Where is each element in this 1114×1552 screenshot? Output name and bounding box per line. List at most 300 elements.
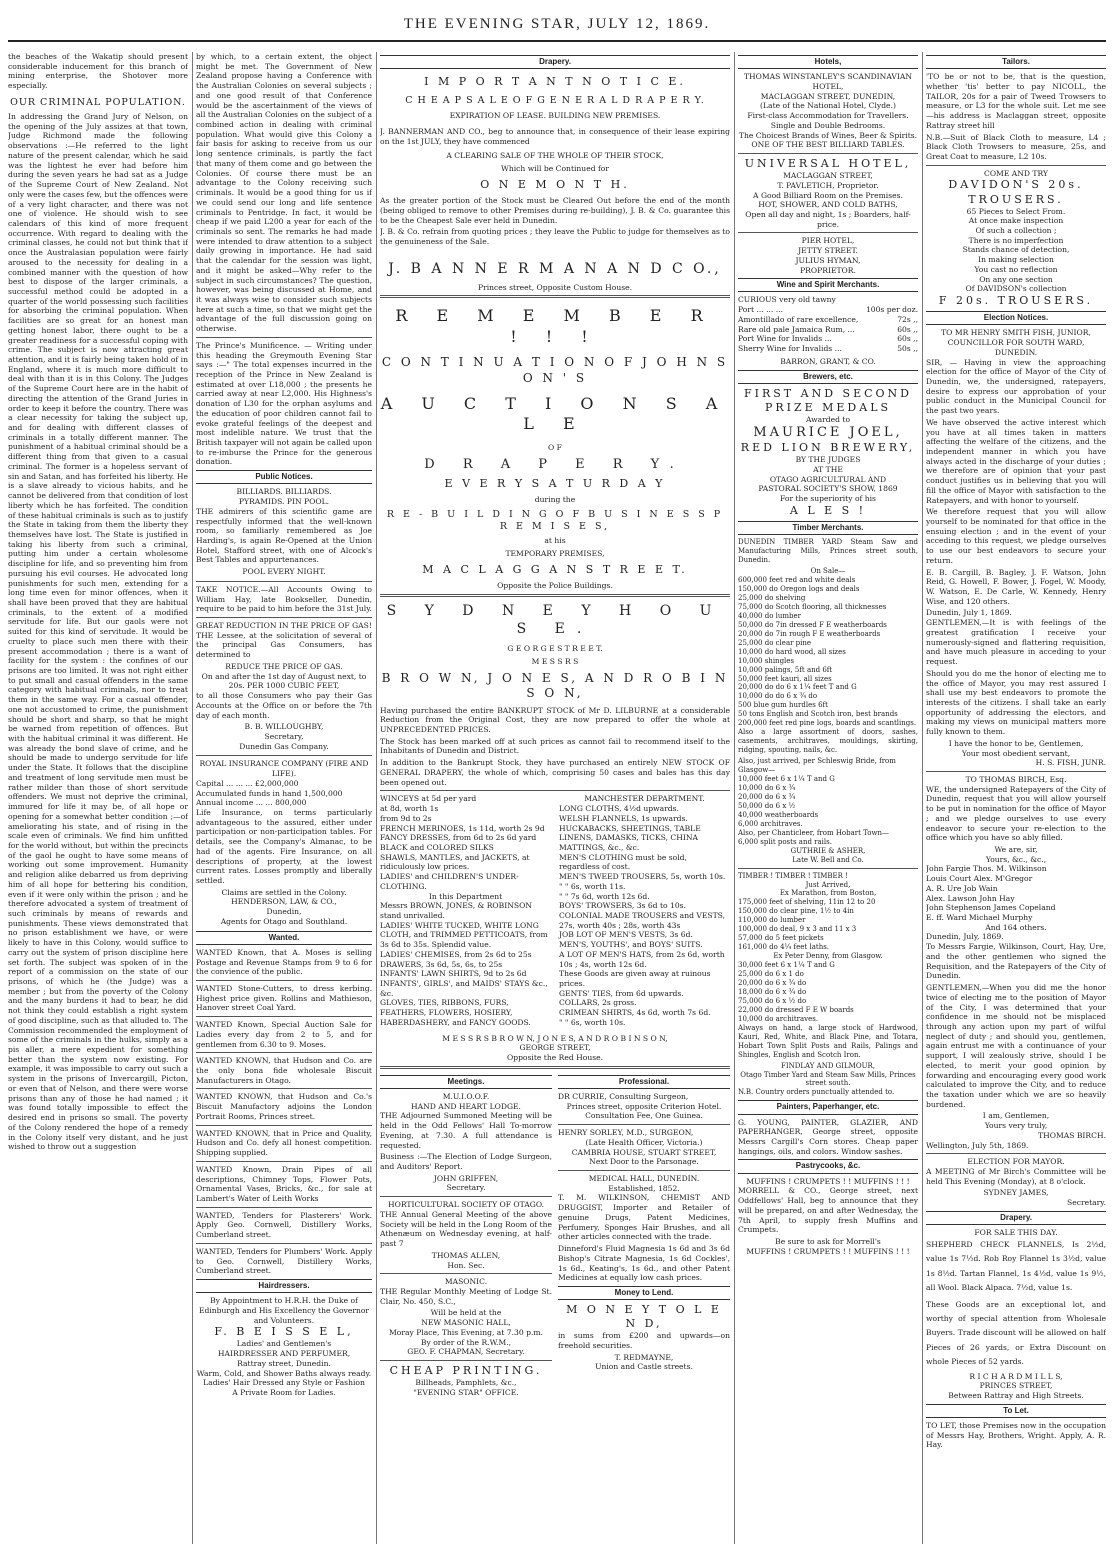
hotel-line: PIER HOTEL, [801,236,855,246]
masthead [0,0,1114,52]
timber-line: 10,000 feet 6 x 1¼ T and G [738,775,835,784]
wine-row [738,325,918,335]
election-line: Louis Court Alex. M'Gregor [926,874,1033,884]
professional-line: Dinneford's Fluid Magnesia 1s 6d and 3s 6d Bishop's Citrate Magnesia, 1s 6d Cockles', 1s 6d., Keating's, 1s 6d., and other Patent Medicines at equally low cash prices. [558,1244,730,1283]
bankrupt-stock: Having purchased the entire BANKRUPT STOCK of Mr D. LILBURNE at a considerable Reduction from the Original Cost, they are now prepared to offer the whole at UNPRECEDENTED PRICES. [380,705,730,735]
divider [196,1052,372,1053]
hotel-line: PROPRIETOR. [800,265,856,275]
price-item: HUCKABACKS, SHEETINGS, TABLE LINENS, DAMASKS, TICKS, CHINA MATTINGS, &c., &c. [559,823,701,852]
timber-line: 150,000 do clear pine, 1½ to 4in [738,907,854,916]
election-line: Dunedin, July, 1869. [926,932,1004,942]
pastry-line: MUFFINS ! CRUMPETS ! ! MUFFINS ! ! ! [746,1176,910,1186]
price-item: at 8d, worth 1s [380,804,439,814]
meeting-line: HAND AND HEART LODGE. [411,1101,521,1111]
section-header-election: Election Notices. [926,311,1106,325]
fish-requisition [926,328,1106,768]
ad-line: Life Insurance, on terms particularly advantageous to the assured, either under participation or non-participation tables. For details, see the Company's Almanac, to be had of the agents. Fire Insurance, on all descriptions of property, at the lowest current rates. Losses promptly and liberally settled. [196,807,372,886]
section-header-brewers: Brewers, etc. [738,370,918,384]
election-line: GENTLEMEN,—When you did me the honor twice of electing me to the position of Mayor of the City, I was determined that your confidence in me should not be misplaced through any action upon my part of wilful neglect of duty ; and should you, gentlemen, again entrust me with a continuance of your support, I will zealously strive, should I be elected, to merit your good opinion by forwarding and encouraging every good work calculated to improve the City, and to reduce the taxation under which we are so heavily burdened. [926,983,1106,1109]
price-item: CRIMEAN SHIRTS, 4s 6d, worth 7s 6d. [559,1008,711,1018]
wine-price: 50s ,, [897,344,918,354]
ad-line: On and after the 1st day of August next, to [201,671,367,681]
hotel-line: THOMAS WINSTANLEY'S SCANDINAVIAN HOTEL, [743,72,913,91]
divider [196,1207,372,1208]
election-line: A MEETING of Mr Birch's Committee will be held This Evening (Monday), at 8 o'clock. [926,1167,1106,1186]
auction-sale: A U C T I O N S A L E [380,394,730,434]
take-notice-ad: TAKE NOTICE.—All Accounts Owing to William Hay, late Bookseller, Dunedin, require to be paid to him before the 31st July. [196,584,372,614]
ad-line: HAIRDRESSER AND PERFUMER, [217,1349,351,1359]
wine-item: Sherry Wine for Invalids ... [738,344,842,354]
wine-item: Rare old pale Jamaica Rum, ... [738,324,855,334]
ad-line: F. B E I S S E L, [214,1325,354,1339]
money-line: in sums from £200 and upwards—on freehold securities. [558,1331,730,1351]
professional-section [558,1072,730,1398]
timber-line: 50 tons English and Scotch iron, best brands [738,710,898,719]
election-line: I am, Gentlemen, [982,1111,1050,1121]
timber-line: TIMBER ! TIMBER ! TIMBER ! [738,871,848,880]
election-line: To Messrs Fargie, Wilkinson, Court, Hay, Ure, and the other gentlemen who signed the Requisition, and the Ratepayers of the City of Dunedin. [926,942,1106,981]
election-line: Secretary. [1067,1198,1106,1208]
timber-line: 10,000 do do 6 x ¾ do [738,692,818,701]
tailor-line: DAVIDON'S 20s. TROUSERS. [948,178,1084,206]
professional-line: HENRY SORLEY, M.D., SURGEON, [558,1128,694,1138]
price-item: JOB LOT OF MEN'S VESTS, 3s 6d. [559,930,693,940]
timber-line: 57,000 do 5 feet pickets [738,934,824,943]
wine-firm: BARRON, GRANT, & CO. [780,356,876,366]
ad-line: Dunedin, [266,907,302,917]
brewer-line: For the superiority of his [780,494,876,504]
divider [380,1360,552,1361]
election-line: I have the honor to be, Gentlemen, [948,738,1084,748]
money-line: M O N E Y T O L E N D, [566,1303,722,1331]
election-line: Alex. Lawson John Hay [926,893,1015,903]
timber-line: Also, just arrived, per Schleswig Bride, from Glasgow— [738,757,896,775]
divider [380,594,730,597]
wanted-ad: WANTED KNOWN, that Hudson and Co. are the only bona fide wholesale Biscuit Manufacturers in Otago. [196,1056,372,1085]
footer-street: GEORGE STREET, [519,1043,591,1053]
timber-line: 25,000 do clear pine [738,638,812,647]
pastry-ad [738,1177,918,1257]
professional-line: T. M. WILKINSON, CHEMIST AND DRUGGIST, Importer and Retailer of genuine Drugs, Patent Medicines, Perfumery, Sponges Hair Brushes, and all other articles connected with the trade. [558,1193,730,1242]
brewer-line: PASTORAL SOCIETY'S SHOW, 1869 [758,484,898,494]
price-item: FANCY DRESSES, from 6d to 2s 6d yard [380,833,537,843]
price-item: INFANTS' LAWN SHIRTS, 9d to 2s 6d [380,969,527,979]
election-line: Yours very truly, [984,1121,1048,1131]
divider [196,1088,372,1089]
every-saturday: E V E R Y S A T U R D A Y [444,477,666,491]
timber-line: 200,000 feet red pine logs, boards and scantlings. [738,719,917,728]
price-item: " " 6s, worth 11s. [559,881,626,891]
column-4 [738,52,918,1544]
wine-heading: CURIOUS very old tawny [738,295,836,305]
hotel-line: A Good Billiard Room on the Premises. [753,190,903,200]
timber-line: 10,000 do 6 x ¾ [738,783,796,792]
section-header-drapery-2: Drapery. [926,1211,1106,1225]
column-3 [380,52,730,1544]
wanted-ad: WANTED KNOWN, that in Price and Quality, Hudson and Co. defy all honest competition. Shipping supplied. [196,1128,372,1158]
price-item: LADIES' and CHILDREN'S UNDER-CLOTHING. [380,872,519,891]
drapery-line: FOR SALE THIS DAY. [974,1228,1058,1238]
election-line: Yours, &c., &c., [985,854,1047,864]
meeting-line: THE Annual General Meeting of the above Society will be held in the Long Room of the Athenæum on Wednesday evening, at half-past 7 [380,1209,552,1249]
meeting-line: Will be held at the [430,1308,502,1318]
price-item: A LOT OF MEN'S HATS, from 2s 6d, worth 10s ; 4s, worth 12s 6d. [559,949,725,969]
election-line: THOMAS BIRCH. [1038,1130,1106,1140]
price-item: COLLARS, 2s gross. [559,998,637,1008]
meeting-line: MASONIC. [444,1277,488,1287]
price-item: BLACK and COLORED SILKS [380,842,494,852]
column-rule [376,52,377,1544]
ad-line: HENDERSON, LAW, & CO., [231,897,337,907]
wine-price: 72s ,, [897,314,918,324]
ad-line: GREAT REDUCTION IN THE PRICE OF GAS! [196,621,372,631]
professional-line: (Late Health Officer, Victoria.) [585,1137,703,1147]
election-line: A. R. Ure Job Wain [926,883,998,893]
price-item: INFANTS', GIRLS', and MAIDS' STAYS &c., &c. [380,979,548,998]
section-header-meetings: Meetings. [380,1075,552,1089]
article-body: In addressing the Grand Jury of Nelson, on the opening of the July assizes at that town, Judge Richmond made the following observations :—He referred to the light nature of the present calendar, which he said was the lightest he ever had before him during the seven years he had sat as a Judge of the Supreme Court of New Zealand. Not only were the cases few, but the offences were of a very light character, and there was not one of violence. He should wish to see calendars of this kind of more frequent occurrence. With regard to dealing with the criminal classes, he could not but think that if once the Australasian population were fairly aroused to the necessity for dealing in a combined manner with the question of how best to dispose of the larger criminals, a successful method could be adopted in a quarter of the world possessing such facilities for absorbing the criminal population. When facilities are so great for an honest man getting honest labor, there ought to be a greater readiness for a successful coping with crime. The subject is now attracting great attention, and it is fairly being taken hold of in England, where it is much more difficult to deal with than it is in this Colony. The Judges of the Supreme Court here are in the habit of directing the attention of the Grand Juries in order to keep it before the country. There was a clear necessity for taking the subject up, and for dealing with different classes of criminals in a totally different manner. The punishment of a habitual criminal should be a different thing from that given to a casual criminal. The former is a hopeless servant of sin and Satan, and has forfeited his liberty. He is a slave already to vicious habits, and he cannot be delivered from that condition of lost liberty which he has forfeited. The condition of these habitual criminals is such as to justify the State in taking from them the liberty they themselves have lost. The State is justified in taking his liberty from such a criminal, putting him under a certain wholesome discipline for life, and so preventing him from pursuing his evil courses. He advocated long punishments for such men, extending for a long time even for minor offences, when it shall have been proved that they are habitual criminals, to the extent of a modified servitude for life. But our gaols were not suited for this kind of servitude. It would be cruelty to place such men there with their present accommodation ; there is a want of facility for the system : the confines of our prisons are too limited. It was not right either to put small and casual offenders in the same category with habitual criminals, nor to treat them in the same way. For a casual offender, one not accustomed to crime, the punishment should be short and sharp, so that he might be warned from repetition of offences. But with the habitual criminal it was different. He was already the bond slave of crime, and he should be made to undergo servitude for life under the State. It follows that the discipline and treatment of long servitude men must be rather milder than those of short servitude offenders. We must not deprive the criminal, immured for life it may be, of all hope or opening for a somewhat better condition ;—of ameliorating his state, and of rising in the scale even of criminals. We find him unfitted for the world without, but within the precincts of the gaol he ought to have some means of working out some improvement. Humanity and religion alike debarred us from depriving him of all hope for bettering his condition, even if it were only within the prison ; and he therefore advocated a system of treatment of such criminals by means of rewards and punishments. These views demonstrated that no prison establishment we have, or were likely to have in this Colony, would suffice to carry out the system of prison discipline here set forth. The subject was spoken of in the report of a commission on the state of our prisons, of which he (the Judge) was a member ; but from the poverty of the Colony and the many burdens it had to bear, he did not think they could establish a right system of good discipline, such as that alluded to. The Commission recommended the employment of some of the criminals in the hulks, simply as a pis aller, a mere expedient for something better than the system now existing. For example, it was impossible to carry out such a system in the prisons of Invercargill, Picton, or even that of Nelson, and there were worse prisons than any of those he had named ; it was found totally impossible to effect the desired end in prisons so small. The poverty of the Colony rendered the hope of a remedy in the Colony itself very distant, and he just wished to throw out a suggestion [8,112,188,1152]
divider [738,232,918,233]
election-line: H. S. FISH, JUNR. [1035,758,1106,768]
hotel-line: T. PAVLETICH, Proprietor. [777,180,879,190]
timber-line: 10,000 do hard wood, all sizes [738,647,846,656]
billiards-ad [196,487,372,576]
section-header-money: Money to Lend. [558,1286,730,1300]
meeting-line: Moray Place, This Evening, at 7.30 p.m. [389,1327,543,1337]
masthead-rule [8,40,1106,42]
remember: R E M E M B E R ! ! ! [395,306,715,346]
timber-line: 600,000 feet red and white deals [738,576,856,585]
ad-line: THE Lessee, at the solicitation of several of the principal Gas Consumers, has determined to [196,630,372,660]
timber-line: 6,000 split posts and rails. [738,837,832,846]
timber-line: 75,000 do 6 x ½ do [738,996,807,1005]
wine-item: Port Wine for Invalids ... [738,334,832,344]
at-his: at his [544,536,566,546]
meeting-line: NEW MASONIC HALL, [421,1318,511,1328]
column-5 [926,52,1106,1544]
wanted-ad: WANTED Stone-Cutters, to dress kerbing. Highest price given. Rollins and Mathieson, Hanover street Coal Yard. [196,984,372,1013]
price-item: LONG CLOTHS, 4½d upwards. [559,804,679,814]
timber-line: 10,000 do architraves. [738,1014,819,1023]
column-rule [734,52,735,1544]
wine-row [738,334,918,344]
price-item: LADIES' CHEMISES, from 2s 6d to 25s [380,949,532,959]
election-line: SYDNEY JAMES, [983,1188,1049,1198]
divider [380,1066,730,1069]
brewer-line: A L E S ! [789,503,867,517]
timber-line: 30,000 feet 6 x 1¼ T and G [738,961,835,970]
timber-line: On Sale— [810,567,846,576]
to-let-ad: TO LET, those Premises now in the occupation of Messrs Hay, Brothers, Wright. Apply, A. R. Hay. [926,1421,1106,1450]
timber-line: 150,000 do Oregon logs and deals [738,585,860,593]
divider [926,1153,1106,1154]
new-stock: In addition to the Bankrupt Stock, they have purchased an entirely NEW STOCK OF GENERAL DRAPERY, the whole of which, comprising 50 cases and bales has this day been opened out. [380,758,730,787]
price-item: FRENCH MERINOES, 1s 11d, worth 2s 9d [380,823,545,833]
divider [380,1196,552,1197]
meeting-line: THOMAS ALLEN, [431,1250,501,1260]
divider [380,1273,552,1274]
tailor-line: Stands chance of detection, [962,245,1070,255]
ad-line: 20s. PER 1000 CUBIC FEET, [228,681,340,691]
election-meeting [926,1157,1106,1208]
election-line: TO THOMAS BIRCH, Esq. [965,774,1067,784]
brewer-line: BY THE JUDGES [795,455,861,465]
professional-line: Established, 1852. [608,1183,680,1193]
price-item: MEN'S, YOUTHS', and BOYS' SUITS. [559,940,703,950]
election-line: We are, sir, [994,845,1038,855]
divider [926,771,1106,772]
meeting-line: By order of the R.W.M., [420,1337,512,1347]
timber-line: 25,000 do shelving [738,593,806,602]
election-line: E. ff. Ward Michael Murphy [926,913,1033,923]
price-item: These Goods are given away at ruinous prices. [559,969,711,989]
hotel-line: (Late of the National Hotel, Clyde.) [760,101,896,111]
hotel-line: The Choicest Brands of Wines, Beer & Spirits. [738,130,918,140]
divider [738,868,918,869]
brewer-line: AT THE [813,465,843,475]
election-line: And 164 others. [985,922,1047,932]
tailor-line: 'TO be or not to be, that is the question, whether 'tis' better to pay NICOLL, the TAILOR, 20s for a pair of Tweed Trowsers to measure, or L3 for the whole suit. Let me see—his address is Maclaggan street, opposite Rattray street hill [926,72,1106,130]
bannerman-firm: J. B A N N E R M A N A N D C O., [388,260,722,277]
timber-line: 20,000 do do 6 x 1¼ feet T and G [738,683,857,692]
maclaggan-street: M A C L A G G A N S T R E E T. [422,562,688,576]
hotel-line: First-class Accommodation for Travellers. Single and Double Bedrooms. [747,111,909,130]
ad-line: Ladies' Hair Dressed any Style or Fashion [203,1378,365,1388]
section-header-painters: Painters, Paperhanger, etc. [738,1100,918,1114]
divider [558,1124,730,1125]
article-heading: OUR CRIMINAL POPULATION. [10,96,186,108]
drapery-line: PRINCES STREET, [979,1381,1053,1391]
professional-line: CAMBRIA HOUSE, STUART STREET, [571,1147,717,1157]
ad-line: Dunedin Gas Company. [239,741,329,751]
timber-line: 40,000 weatherboards [738,810,819,819]
princes-munificence: The Prince's Munificence. — Writing under this heading the Greymouth Evening Star says :—" The total expenses incurred in the reception of the Prince in New Zealand is estimated at over L18,000 ; the presents he carried away at near L2,000. His Highness's donation of L30 for the orphan asylums and the education of poor children cannot fail to evoke grateful feelings of the deepest and most indelible nature. We trust that the British taxpayer will not again be called upon to re-imburse the Prince for the generous donation. [196,340,372,467]
bannerman-intro: J. BANNERMAN AND CO., beg to announce that, in consequence of their lease expiring on the 1st JULY, they have commenced [380,127,730,146]
tailor-line: On any one section [979,274,1053,284]
divider [196,755,372,756]
ad-line: Accumulated funds in hand 1,500,000 [196,788,343,798]
wine-list [738,295,918,366]
sydney-house: S Y D N E Y H O U S E. [386,602,724,637]
price-item: In this Department [428,891,503,901]
hairdresser-ad [196,1296,372,1398]
brewer-line: OTAGO AGRICULTURAL AND [769,474,887,484]
expiration-line: EXPIRATION OF LEASE. BUILDING NEW PREMISES. [449,111,661,121]
ad-line: Ladies' and Gentlemen's [236,1339,332,1349]
election-line: ELECTION FOR MAYOR. [967,1157,1065,1167]
wanted-ad: WANTED Known, Drain Pipes of all descriptions, Chimney Tops, Flower Pots, Ornamental Vases, Bricks, &c., for sale at Lambert's Water of Leith Works [196,1164,372,1203]
brewer-line: RED LION BREWERY, [740,441,916,455]
tailor-line: At once make inspection [968,216,1064,226]
column-rule [922,52,923,1544]
stock-marked: The Stock has been marked off at such prices as cannot fail to recommend itself to the Inhabitants of Dunedin and District. [380,736,730,756]
election-line: We have observed the active interest which you have at all times taken in matters affecting the welfare of the citizens, and the independent manner in which you have always acted in the discharge of your duties ; we therefore are of opinion that your past conduct justifies us in believing that you will fill the office of Mayor with satisfaction to the Ratepayers, and with honor to yourself. [926,417,1106,505]
professional-line: Princes street, opposite Criterion Hotel. [566,1101,722,1111]
footer-firm: M E S S R S B R O W N, J O N E S, A N D R O B I N S O N, [442,1033,668,1043]
tailor-line: 65 Pieces to Select From. [966,206,1066,216]
meeting-line: GEO. F. CHAPMAN, Secretary. [407,1347,525,1357]
timber-line: Also a large assortment of doors, sashes, casements, architraves, mouldings, skirting, ridging, spouting, nails, &c. [738,728,918,755]
tailor-line: There is no imperfection [968,235,1064,245]
wanted-ad: WANTED Known, Special Auction Sale for Ladies every day from 2 to 5, and for gentlemen from 6.30 to 9. Moses. [196,1020,372,1049]
temporary-premises: TEMPORARY PREMISES, [505,549,605,559]
column-2 [196,52,372,1544]
section-header-hotels: Hotels, [738,55,918,69]
ad-line: REDUCE THE PRICE OF GAS. [225,661,343,671]
tailor-line: In making selection [978,255,1054,265]
price-item: from 9d to 2s [380,813,432,823]
meetings-section [380,1072,552,1398]
meeting-line: THE Adjourned Summoned Meeting will be held in the Odd Fellows' Hall To-morrow Evening, at 7.30. A full attendance is requested. [380,1111,552,1150]
timber-line: 161,000 do 4¼ feet laths. [738,943,830,952]
pastry-line: MORRELL & CO., George street, next Oddfellows' Hall, beg to announce that they will be prepared, on and after Wednesday, the 7th April, to supply fresh Muffins and Crumpets. [738,1186,918,1235]
section-header-tailors: Tailors. [926,55,1106,69]
timber-line: Ex Marathon, from Boston, [779,889,877,898]
hotel-line: HOT, SHOWER, AND COLD BATHS, [758,200,898,210]
professional-line: DR CURRIE, Consulting Surgeon, [558,1092,689,1101]
timber-line: 20,000 do 6 x ¾ [738,792,796,801]
timber-line: Also, per Chanticleer, from Hobart Town— [738,828,890,837]
messrs: M E S S R S [531,657,579,667]
timber-line: Otago Timber Yard and Steam Saw Mills, Princes street south. [740,1070,916,1088]
wine-row [738,344,918,354]
timber-line: Always on hand, a large stock of Hardwood, Kauri, Red, White, and Black Pine, and Totara, Hobart Town Split Posts and Rails, Palings and Shingles, English and Scotch Iron. [738,1023,918,1059]
price-item: MANCHESTER DEPARTMENT. [584,794,705,804]
ad-line: A Private Room for Ladies. [232,1388,336,1398]
timber-line: 10,000 palings, 5ft and 6ft [738,665,833,674]
price-item: WINCEYS at 5d per yard [380,794,477,804]
timber-ad-1 [738,538,918,864]
gas-ad [196,621,372,751]
brewer-line: FIRST AND SECOND [744,386,912,400]
important-notice: I M P O R T A N T N O T I C E. [424,75,686,89]
article-continuation: by which, to a certain extent, the object might be met. The Government of New Zealand propose having a Conference with the Australian Colonies on several subjects ; and one good result of that Conference would be the ascertainment of the views of all the Australian Colonies on the subject of a combined action in dealing with criminal population. What would give this Colony a fair basis for asking to receive from us our long sentence criminals, is partly the fact that many of them come and go between the Colonies. Of course there must be an advantage to the Colony receiving such criminals. It would be a good thing for us if we could send our long and life sentence criminals to Pentridge. In fact, it would be cheap if we paid L200 a year for each of the criminals so sent. The remarks he had made were intended to draw attention to a subject daily growing in importance. He had said that the calendar for the session was light, and it might be asked—Why refer to the subject in such circumstances? The question, however, was being discussed at Home, and it was always wise to consider such subjects here at such a time, so that we might get the advantage of the full discussion going on otherwise. [196,52,372,334]
pastry-line: MUFFINS ! CRUMPETS ! ! MUFFINS ! ! ! [746,1246,910,1256]
election-line: Wellington, July 5th, 1869. [926,1140,1029,1150]
hotel-line: MACLAGGAN STREET, [783,171,873,181]
divider [196,1161,372,1162]
footer-opposite: Opposite the Red House. [506,1053,604,1063]
timber-line: 22,000 do dressed F E W boards [738,1005,854,1014]
one-month: O N E M O N T H. [480,178,630,192]
timber-line: 25,000 do 6 x 1 do [738,970,804,979]
timber-line: 18,000 do 6 x ¾ do [738,987,807,996]
wine-price: 60s ,, [897,334,918,344]
divider [380,295,730,298]
price-item: GENTS' TIES, from 6d upwards. [559,988,684,998]
price-item: GLOVES, TIES, RIBBONS, FURS, FEATHERS, FLOWERS, HOSIERY, HABERDASHERY, and FANCY GOODS. [380,998,531,1027]
drapery-line: These Goods are an exceptional lot, and worthy of special attention from Wholesale Buyers. Trade discount will be allowed on half Pieces of 26 yards, or Extra Discount on whole Pieces of 52 yards. [926,1299,1106,1367]
meeting-line: Secretary. [446,1183,486,1193]
election-line: SIR, — Having in view the approaching election for the office of Mayor of the City of Dunedin, we, the undersigned, ratepayers, desire to express our approbation of your public conduct in the Municipal Council for the past two years. [926,357,1106,416]
timber-line: 110,000 do lumber [738,916,806,925]
ad-line: Agents for Otago and Southland. [220,916,348,926]
election-line: We therefore request that you will allow yourself to be nominated for that office in the ensuing election ; and in the event of your acceding to this request, we pledge ourselves to use our best endeavors to secure your return. [926,507,1106,565]
hotel-line: Open all day and night, 1s ; Boarders, half-price. [745,209,911,229]
timber-line: 50,000 do 6 x ½ [738,801,796,810]
section-header-hairdressers: Hairdressers. [196,1279,372,1293]
bannerman-address: Princes street, Opposite Custom House. [477,282,633,292]
divider [380,790,730,791]
price-item: MEN'S TWEED TROUSERS, 5s, worth 10s. [559,872,726,882]
davidson-ad [926,169,1106,308]
election-line: Your most obedient servant, [961,748,1071,758]
timber-line: 75,000 do Scotch flooring, all thicknesses [738,602,887,611]
hotel-line: ONE OF THE BEST BILLIARD TABLES. [751,140,905,150]
money-line: T. REDMAYNE, [614,1352,674,1362]
hotel-line: UNIVERSAL HOTEL, [744,156,912,170]
masthead-title: THE EVENING STAR, JULY 12, 1869. [403,16,711,32]
price-item: DRAWERS, 3s 6d, 5s, 6s, to 25s [380,959,503,969]
ad-line: BILLIARDS. BILLIARDS. [236,487,332,497]
wine-price: 60s ,, [897,324,918,334]
election-line: E. B. Cargill, B. Bagley, J. F. Watson, John Reid, G. Howell, F. Bower, J. Fogel, W. Moody, W. Watson, E. De Carle, W. Kennedy, Henry Wise, and 120 others. [926,567,1106,606]
ad-line: ROYAL INSURANCE COMPANY (FIRE AND LIFE). [199,759,369,779]
meeting-line: Hon. Sec. [447,1260,485,1270]
ad-line: POOL EVERY NIGHT. [242,567,326,577]
column-1 [8,52,188,1544]
continued-line: Which will be Continued for [501,164,609,174]
ad-line: THE admirers of this scientific game are respectfully informed that the well-known room, so familiarly remembered as Joe Harding's, is again Re-Opened at the Union Hotel, Stafford street, with one of Alcock's Best Tables and appurtenances. [196,506,372,565]
meeting-line: M.U.I.O.O.F. [442,1092,490,1101]
wine-item: Port ... ... ... [738,305,784,315]
cheap-sale: C H E A P S A L E O F G E N E R A L D R A P E R Y. [405,95,705,107]
wanted-ad: WANTED Known, that A. Moses is selling Postage and Revenue Stamps from 9 to 6 for the convience of the public. [196,947,372,977]
section-header-professional: Professional. [558,1075,730,1089]
price-list-left [380,794,551,1027]
greater-portion: As the greater portion of the Stock must be Cleared Out before the end of the month (being obliged to remove to other Premises during re-building), J. B. & Co. guarantee this to be the Cheapest Sale ever held in Dunedin. [380,196,730,225]
divider [738,153,918,154]
price-item: " " 6s, worth 10s. [559,1017,626,1027]
divider [196,581,372,582]
price-item: LADIES' WHITE TUCKED, WHITE LONG CLOTH, and TRIMMED PETTICOATS, from 3s 6d to 35s. Splendid value. [380,920,548,950]
section-header-wine: Wine and Spirit Merchants. [738,278,918,292]
timber-line: 20,000 do 6 x ¾ do [738,978,807,987]
drapery-line: Between Rattray and High Streets. [948,1391,1084,1401]
divider [196,617,372,618]
election-line: GENTLEMEN,—It is with feelings of the greatest gratification I receive your numerously-signed and flattering requisition, and have much pleasure in acceding to your request. [926,618,1106,667]
drapery-line: D R A P E R Y. [424,456,686,472]
divider [196,980,372,981]
divider [196,337,372,338]
section-header-drapery: Drapery. [380,55,730,69]
ad-line: Claims are settled in the Colony. [221,887,347,897]
ad-line: Capital ... ... ... £2,000,000 [196,778,299,788]
professional-line: Next Door to the Parsonage. [589,1157,699,1167]
ad-line: Secretary, [264,731,304,741]
brewer-line: PRIZE MEDALS [764,400,892,414]
timber-line: N.B. Country orders punctually attended to. [738,1088,895,1097]
insurance-ad [196,759,372,926]
price-item: BOYS' TROWSERS, 3s 6d to 10s. [559,901,686,911]
rebuilding-line: R E - B U I L D I N G O F B U S I N E S S P R E M I S E S, [386,509,724,533]
election-line: Should you do me the honor of electing me to the office of Mayor, you may rest assured I shall use my best endeavors to promote the interests of the citizens. I shall take an early opportunity of addressing the electors, and making my views on municipal matters more fully known to them. [926,668,1106,737]
professional-line: MEDICAL HALL, DUNEDIN. [588,1174,700,1184]
price-item: Messrs BROWN, JONES, & ROBINSON stand unrivalled. [380,901,532,920]
price-item: SHAWLS, MANTLES, and JACKETS, at ridiculously low prices. [380,852,530,872]
mills-drapery-ad [926,1228,1106,1401]
election-line: TO MR HENRY SMITH FISH, JUNIOR, COUNCILLOR FOR SOUTH WARD, DUNEDIN. [941,328,1091,357]
of-line: O F [548,442,562,452]
timber-line: 6,000 architraves. [738,819,803,828]
wanted-ad: WANTED KNOWN, that Hudson and Co.'s Biscuit Manufactory adjoins the London Portrait Rooms, Princes street. [196,1092,372,1121]
timber-line: 175,000 feet of shelving, 11in 12 to 20 [738,898,876,907]
price-item: MEN'S CLOTHING must be sold, regardless of cost. [559,852,687,872]
section-header-pastry: Pastrycooks, &c. [738,1159,918,1173]
opposite-police: Opposite the Police Buildings. [497,580,613,590]
timber-ad-2 [738,872,918,1098]
brewer-line: Awarded to [805,414,851,424]
